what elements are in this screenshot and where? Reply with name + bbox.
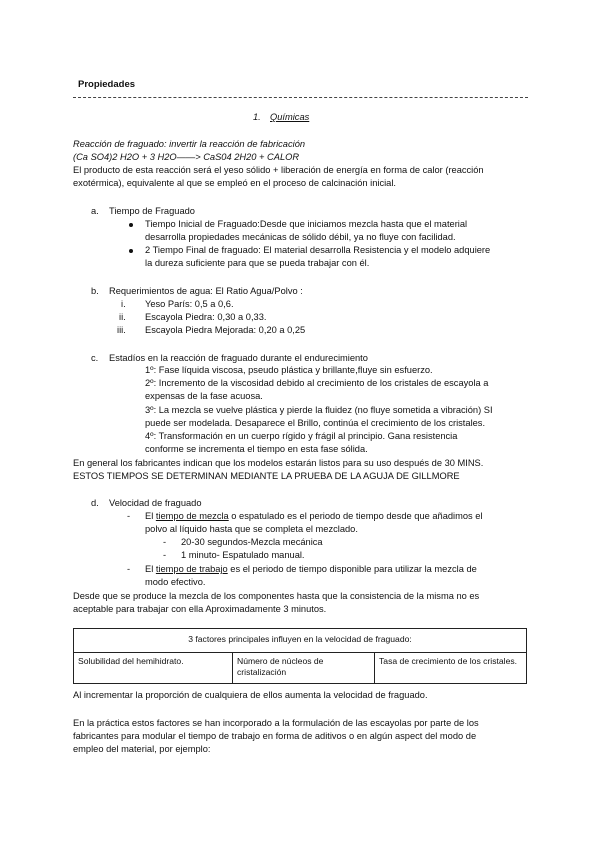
- reaction-heading: Reacción de fraguado: invertir la reacción de fabricación: [73, 139, 306, 149]
- stage-line: 1º: Fase líquida viscosa, pseudo plástica y brillante,fluye sin esfuerzo.: [145, 365, 433, 375]
- manufacturer-note: En general los fabricantes indican que los modelos estarán listos para su uso después de 30 MINS.: [73, 458, 484, 468]
- mixing-sub-item: 20-30 segundos-Mezcla mecánica: [181, 537, 323, 547]
- working-time-note: Desde que se produce la mezcla de los componentes hasta que la consistencia de la misma no es: [73, 591, 480, 601]
- stage-line: conforme se incrementa el tiempo en esta fase sólida.: [145, 444, 368, 454]
- mixing-time-line: [145, 510, 483, 523]
- water-requirements-title: Requerimientos de agua: El Ratio Agua/Polvo :: [109, 286, 303, 296]
- ratio-item: Escayola Piedra: 0,30 a 0,33.: [145, 312, 267, 322]
- mixing-time-prefix: El: [145, 511, 156, 521]
- initial-time-line: desarrolla propiedades mecánicas de sólido débil, ya no fluye con facilidad.: [145, 232, 456, 242]
- working-time-prefix: El: [145, 564, 156, 574]
- reaction-formula: (Ca SO4)2 H2O + 3 H2O——> CaS04 2H20 + CALOR: [73, 152, 300, 162]
- fraguado-time-title: Tiempo de Fraguado: [109, 206, 195, 216]
- footer-paragraph-line: En la práctica estos factores se han incorporado a la formulación de las escayolas por parte de los: [73, 718, 479, 728]
- list-marker-a: a.: [91, 206, 99, 216]
- mixing-sub-item: 1 minuto- Espatulado manual.: [181, 550, 305, 560]
- section-number: 1.: [253, 112, 261, 122]
- list-marker-c: c.: [91, 353, 99, 363]
- stage-line: 3º: La mezcla se vuelve plástica y pierde la fluidez (no fluye sometida a vibración) SI: [145, 405, 493, 415]
- roman-marker: iii.: [117, 325, 126, 335]
- mixing-time-line: polvo al líquido hasta que se completa el mezclado.: [145, 524, 358, 534]
- working-time-note: aceptable para trabajar con ella Aproximadamente 3 minutos.: [73, 604, 327, 614]
- list-marker-b: b.: [91, 286, 99, 296]
- gillmore-note: ESTOS TIEMPOS SE DETERMINAN MEDIANTE LA PRUEBA DE LA AGUJA DE GILLMORE: [73, 471, 460, 481]
- dash-marker: -: [163, 537, 167, 547]
- working-time-term: tiempo de trabajo: [155, 564, 228, 574]
- footer-paragraph-line: empleo del material, por ejemplo:: [73, 744, 211, 754]
- roman-marker: ii.: [119, 312, 126, 322]
- bullet-dot-icon: [129, 249, 133, 253]
- table-header-cell: 3 factores principales influyen en la velocidad de fraguado:: [74, 629, 527, 653]
- stage-line: expensas de la fase acuosa.: [145, 391, 263, 401]
- ratio-item: Yeso París: 0,5 a 0,6.: [145, 299, 234, 309]
- dash-marker: -: [127, 564, 131, 574]
- mixing-time-term: tiempo de mezcla: [155, 511, 229, 521]
- final-time-line: 2 Tiempo Final de fraguado: El material desarrolla Resistencia y el modelo adquiere: [145, 245, 491, 255]
- stage-line: puede ser modelada. Desaparece el Brillo, continúa el crecimiento de los cristales.: [145, 418, 486, 428]
- footer-paragraph-line: fabricantes para modular el tiempo de trabajo en forma de aditivos o en algún aspect del modo de: [73, 731, 477, 741]
- table-cell: Número de núcleos de cristalización: [233, 652, 375, 683]
- working-time-line: modo efectivo.: [145, 577, 206, 587]
- dash-marker: -: [163, 550, 167, 560]
- header-divider: [73, 97, 528, 98]
- list-marker-d: d.: [91, 498, 99, 508]
- section-title: Químicas: [270, 112, 310, 122]
- page-header: Propiedades: [78, 79, 136, 90]
- setting-speed-title: Velocidad de fraguado: [109, 498, 202, 508]
- final-time-line: la dureza suficiente para que se pueda trabajar con él.: [145, 258, 370, 268]
- mixing-time-rest: o espatulado es el periodo de tiempo desde que añadimos el: [228, 511, 483, 521]
- dash-marker: -: [127, 511, 131, 521]
- working-time-rest: es el periodo de tiempo disponible para utilizar la mezcla de: [227, 564, 477, 574]
- working-time-line: [145, 563, 477, 576]
- ratio-item: Escayola Piedra Mejorada: 0,20 a 0,25: [145, 325, 306, 335]
- bullet-dot-icon: [129, 223, 133, 227]
- table-cell: Solubilidad del hemihidrato.: [74, 652, 233, 683]
- footer-line: Al incrementar la proporción de cualquiera de ellos aumenta la velocidad de fraguado.: [73, 690, 428, 700]
- intro-text-line: exotérmica), equivalente al que se empleó en el proceso de calcinación inicial.: [73, 178, 396, 188]
- stages-title: Estadíos en la reacción de fraguado durante el endurecimiento: [109, 353, 368, 363]
- table-cell: Tasa de crecimiento de los cristales.: [375, 652, 527, 683]
- stage-line: 2º: Incremento de la viscosidad debido al crecimiento de los cristales de escayola a: [145, 378, 489, 388]
- stage-line: 4º: Transformación en un cuerpo rígido y frágil al principio. Gana resistencia: [145, 431, 458, 441]
- roman-marker: i.: [121, 299, 126, 309]
- intro-text-line: El producto de esta reacción será el yeso sólido + liberación de energía en forma de calor (reacción: [73, 165, 484, 175]
- factors-table: [73, 628, 527, 684]
- initial-time-line: Tiempo Inicial de Fraguado:Desde que iniciamos mezcla hasta que el material: [145, 219, 468, 229]
